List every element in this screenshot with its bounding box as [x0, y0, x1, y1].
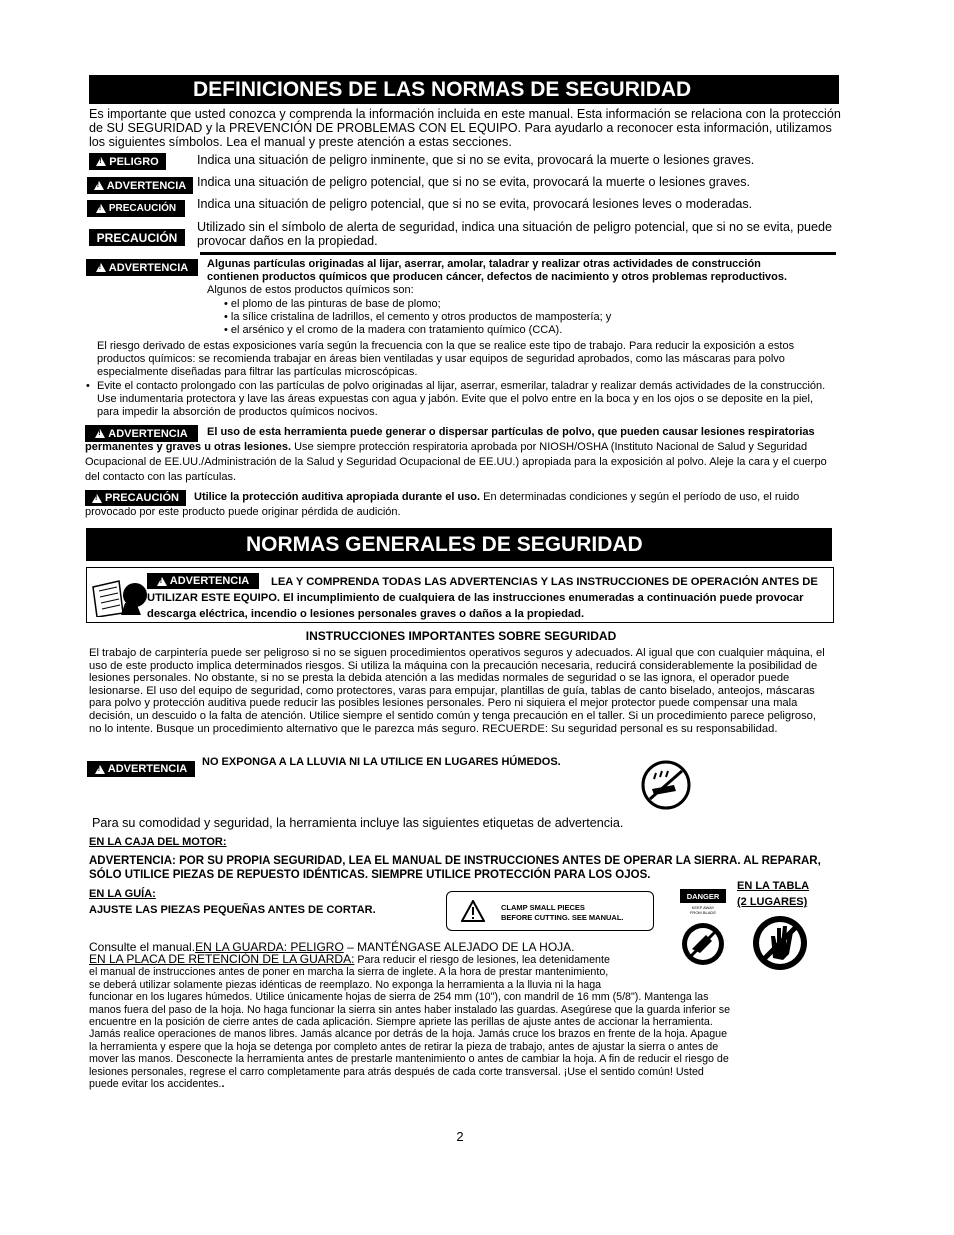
- clamp-label-line: BEFORE CUTTING. SEE MANUAL.: [501, 913, 624, 922]
- bullet-bullet-char: •: [86, 380, 90, 392]
- no-rain-icon: [640, 759, 692, 811]
- precaucion-label: ! PRECAUCIÓN: [87, 200, 185, 217]
- table-heading: [737, 880, 837, 909]
- motor-heading: EN LA CAJA DEL MOTOR:: [89, 836, 227, 848]
- peligro-label: ! PELIGRO: [89, 153, 166, 170]
- plate-line: la herramienta y espere que la hoja se detenga por completo antes de retirar la pieza de trabajo, antes de ajustar la sierra o antes de: [89, 1040, 719, 1053]
- danger-small-line: KEEP AWAY: [691, 905, 715, 910]
- definition-peligro: Indica una situación de peligro inminente, que si no se evita, provocará la muerte o lesiones graves.: [197, 153, 755, 167]
- intro-paragraph: Es importante que usted conozca y comprenda la información incluida en este manual. Esta información se relaciona con la protección de SU SEGURIDAD y la PREVENCIÓN DE PROBLEMAS CON EL EQUIPO. Para ayudarlo a reconocer esta información, utilizamos los siguientes símbolos. Lea el manual y preste atención a estas secciones.: [89, 107, 841, 149]
- plate-line: EN LA PLACA DE RETENCIÓN DE LA GUARDA: Para reducir el riesgo de lesiones, lea detenidamente: [89, 952, 610, 966]
- guide-text: AJUSTE LAS PIEZAS PEQUEÑAS ANTES DE CORTAR.: [89, 904, 376, 916]
- safety-body-paragraph: El trabajo de carpintería puede ser peligroso si no se siguen procedimientos operativos seguros y adecuados. Al igual que con cualquier máquina, el uso de este producto implica determinados riesgos. Si utiliza la máquina con la precaución necesaria, reducirá considerablemente la posibilidad de lesiones personales. No obstante, si no se presta la debida atención a las medidas normales de seguridad o se las ignora, el operador puede lesionarse. El uso del equipo de seguridad, como protectores, varas para empujar, plantillas de guía, tablas de canto biselado, anteojos, máscaras para polvo y protección auditiva puede reducir las posibles lesiones personales. Pero ni siquiera el mejor protector puede compensar una mala decisión, un descuido o la falta de atención. Utilice siempre el sentido común y tenga precaución en el taller. Si un procedimiento parece peligroso, no lo intente. Busque un procedimiento alternativo que le parezca más seguro. RECUERDE: Su seguridad personal es su responsabilidad.: [89, 647, 825, 735]
- list-item: • el plomo de las pinturas de base de plomo;: [224, 298, 824, 311]
- clamp-label-image: [446, 891, 654, 931]
- caution-hearing-rest: En determinadas condiciones y según el período de uso, el ruido provocado por este producto puede originar pérdida de audición.: [85, 491, 800, 518]
- boxed-warning: [86, 567, 834, 623]
- caution-hearing-bold: Utilice la protección auditiva apropiada durante el uso.: [194, 491, 481, 503]
- guide-heading: EN LA GUÍA:: [89, 888, 156, 900]
- warning-dust: [85, 425, 833, 485]
- labels-intro: Para su comodidad y seguridad, la herramienta incluye las siguientes etiquetas de advertencia.: [92, 816, 624, 830]
- table-heading-line: EN LA TABLA: [737, 880, 810, 892]
- section-title-definiciones: DEFINICIONES DE LAS NORMAS DE SEGURIDAD: [89, 75, 839, 104]
- danger-small-text: [680, 905, 726, 915]
- read-manual-icon: [91, 573, 147, 617]
- danger-label-image: [680, 889, 726, 921]
- danger-small-line: FROM BLADE: [689, 910, 716, 915]
- warning-dust-rest: Use siempre protección respiratoria aprobada por NIOSH/OSHA (Instituto Nacional de Salud y Seguridad Ocupacional de EE.UU./Administración de la Salud y Seguridad Ocupacional de EE.UU.) apropiada para la exposición al polvo. Aleje la cara y el cuerpo del contacto con las partículas.: [85, 441, 827, 483]
- rain-warning-text: NO EXPONGA A LA LLUVIA NI LA UTILICE EN LUGARES HÚMEDOS.: [202, 756, 561, 768]
- divider: [200, 252, 836, 255]
- clamp-label-line: CLAMP SMALL PIECES: [501, 903, 585, 912]
- retention-plate-text: [89, 953, 849, 1090]
- plate-line: se deberá utilizar solamente piezas idénticas de reemplazo. No exponga la herramienta a la lluvia ni la haga: [89, 978, 602, 991]
- chemicals-list: [224, 298, 824, 337]
- section-title-normas-generales: NORMAS GENERALES DE SEGURIDAD: [86, 528, 832, 561]
- alert-triangle-icon: [95, 765, 105, 774]
- warning-chemicals-rest: Algunos de estos productos químicos son:: [207, 284, 414, 296]
- plate-line: funcionar en los lugares húmedos. Utilice únicamente hojas de sierra de 254 mm (10"), con mandril de 16 mm (5/8"). Mantenga las: [89, 991, 709, 1004]
- plate-line: lesiones personales, regrese el carro completamente para atrás después de cada corte transversal. ¡Use el sentido común! Usted: [89, 1065, 704, 1078]
- precaucion-label: ! PRECAUCIÓN: [85, 490, 186, 506]
- alert-triangle-icon: [96, 204, 106, 213]
- plate-heading: EN LA PLACA DE RETENCIÓN DE LA GUARDA:: [89, 952, 355, 966]
- advertencia-label: ! ADVERTENCIA: [87, 761, 195, 777]
- warning-dust-bold: El uso de esta herramienta puede generar o dispersar partículas de polvo, que pueden causar lesiones respiratorias permanentes y graves u otras lesiones.: [85, 426, 815, 453]
- danger-badge: DANGER: [680, 889, 726, 903]
- guard-text: – MANTÉNGASE ALEJADO DE LA HOJA.: [343, 940, 575, 954]
- table-heading-line: (2 LUGARES): [737, 896, 808, 908]
- alert-triangle-icon: [96, 157, 106, 166]
- warning-triangle-icon: [461, 900, 485, 922]
- precaucion-plain-label: PRECAUCIÓN: [89, 229, 185, 246]
- warning-chemicals-bold: Algunas partículas originadas al lijar, aserrar, amolar, taladrar y realizar otras actividades de construcción contienen productos químicos que producen cáncer, defectos de nacimiento y otros problemas reproductivos.: [207, 258, 788, 283]
- plate-line: puede evitar los accidentes..: [89, 1078, 225, 1091]
- plate-line: Jamás realice operaciones de manos libres. Jamás alcance por detrás de la hoja. Jamás cruce los brazos en frente de la hoja. Apague: [89, 1028, 728, 1041]
- definition-advertencia: Indica una situación de peligro potencial, que si no se evita, provocará la muerte o lesiones graves.: [197, 175, 751, 189]
- subheading-instrucciones: INSTRUCCIONES IMPORTANTES SOBRE SEGURIDAD: [305, 629, 617, 643]
- list-item: • el arsénico y el cromo de la madera con tratamiento químico (CCA).: [224, 324, 824, 337]
- advertencia-label: ! ADVERTENCIA: [85, 425, 198, 442]
- advertencia-label: ! ADVERTENCIA: [87, 177, 193, 194]
- motor-text: ADVERTENCIA: POR SU PROPIA SEGURIDAD, LEA EL MANUAL DE INSTRUCCIONES ANTES DE OPERAR LA SIERRA. AL REPARAR, SÓLO UTILICE PIEZAS DE REPUESTO IDÉNTICAS. SIEMPRE UTILICE PROTECCIÓN PARA LOS OJOS.: [89, 855, 821, 881]
- advertencia-label: ! ADVERTENCIA: [86, 259, 198, 276]
- warning-chemicals: [207, 258, 807, 297]
- alert-triangle-icon: [94, 181, 104, 190]
- plate-line: mover las manos. Desconecte la herramienta antes de prestarle mantenimiento o antes de cambiar la hoja. A fin de reducir el riesgo de: [89, 1053, 729, 1066]
- plate-end: .: [221, 1078, 225, 1091]
- plate-line: encuentre en la posición de cierre antes de cada aplicación. Siempre apriete las perillas de ajuste antes de accionar la herramienta.: [89, 1016, 713, 1029]
- definition-precaucion-plain: Utilizado sin el símbolo de alerta de seguridad, indica una situación de peligro potencial, que si no se evita, puede provocar daños en la propiedad.: [197, 220, 832, 248]
- alert-triangle-icon: [96, 263, 106, 272]
- guard-heading: EN LA GUARDA: PELIGRO: [195, 940, 344, 954]
- avoid-contact-paragraph: Evite el contacto prolongado con las partículas de polvo originadas al lijar, aserrar, esmerilar, taladrar y realizar demás actividades de la construcción. Use indumentaria protectora y lave las áreas expuestas con agua y jabón. Evite que el polvo entre en la boca y en los ojos o se deposite en la piel, para impedir la absorción de productos químicos nocivos.: [97, 380, 826, 418]
- boxed-warning-text: LEA Y COMPRENDA TODAS LAS ADVERTENCIAS Y LAS INSTRUCCIONES DE OPERACIÓN ANTES DE UTILIZAR ESTE EQUIPO. El incumplimiento de cualquiera de las instrucciones enumeradas a continuación puede provocar descarga eléctrica, incendio o lesiones personales graves o daños a la propiedad.: [147, 576, 818, 620]
- exposure-paragraph: El riesgo derivado de estas exposiciones varía según la frecuencia con la que se realice este tipo de trabajo. Para reducir la exposición a estos productos químicos: se recomienda trabajar en áreas bien ventiladas y usar equipos de seguridad aprobados, como las máscaras para polvo especialmente diseñadas para filtrar las partículas microscópicas.: [97, 340, 795, 378]
- page-number: 2: [456, 1129, 464, 1144]
- list-item: • la sílice cristalina de ladrillos, el cemento y otros productos de mampostería; y: [224, 311, 824, 324]
- clamp-label-text: [501, 903, 624, 923]
- advertencia-label: ! ADVERTENCIA: [147, 573, 259, 589]
- plate-line: manos fuera del paso de la hoja. No haga funcionar la sierra sin antes haber instalado las guardas. Asegúrese que la guarda inferior se: [89, 1003, 731, 1016]
- plate-line: el manual de instrucciones antes de poner en marcha la sierra de inglete. A la hora de prestar mantenimiento,: [89, 966, 609, 979]
- caution-hearing: [85, 490, 833, 520]
- consult-text: Consulte el manual.: [89, 940, 196, 954]
- definition-precaucion: Indica una situación de peligro potencial, que si no se evita, provocará lesiones leves o moderadas.: [197, 197, 753, 211]
